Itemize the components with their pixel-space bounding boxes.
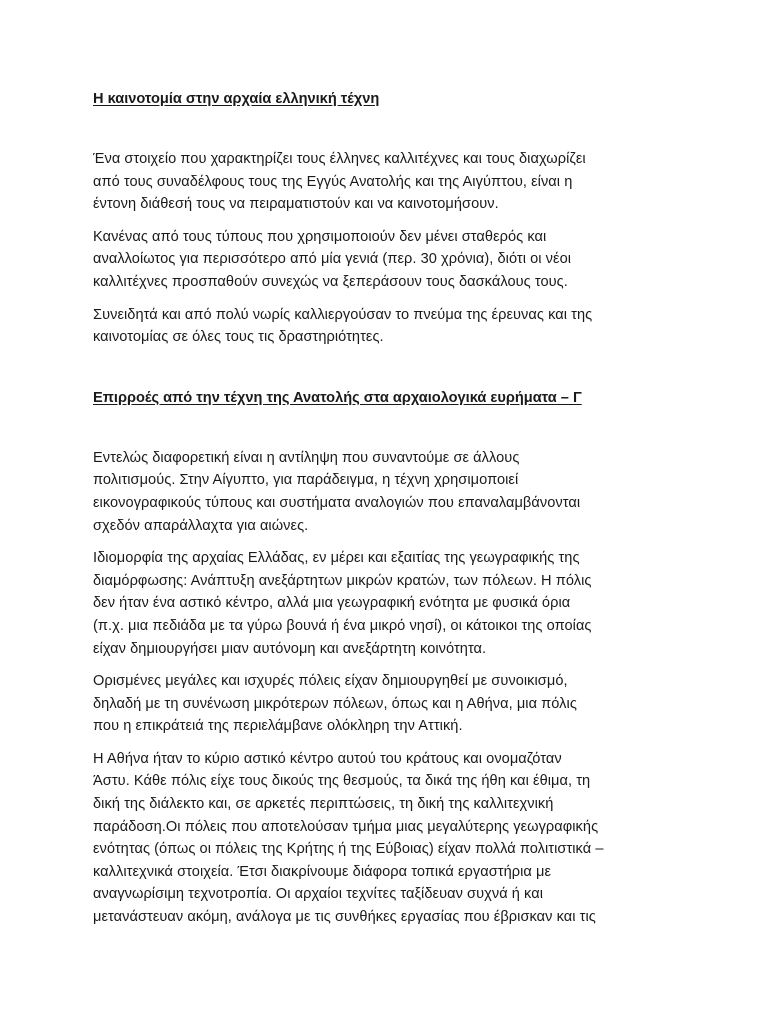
text-line: Ένα στοιχείο που χαρακτηρίζει τους έλληνες καλλιτέχνες και τους διαχωρίζει [93, 151, 586, 167]
document-page [93, 88, 683, 929]
text-line: από τους συναδέλφους τους της Εγγύς Ανατολής και της Αιγύπτου, είναι η [93, 173, 573, 190]
text-line: καινοτομίας σε όλες τους τις δραστηριότητες. [93, 329, 384, 346]
text-line: Συνειδητά και από πολύ νωρίς καλλιεργούσαν το πνεύμα της έρευνας και της [93, 306, 593, 323]
paragraph [93, 304, 683, 349]
text-line: σχεδόν απαράλλαχτα για αιώνες. [93, 517, 309, 534]
section-heading-influences: Επιρροές από την τέχνη της Ανατολής στα αρχαιολογικά ευρήματα – Γ [93, 389, 582, 406]
text-line: εικονογραφικούς τύπους και συστήματα αναλογιών που επαναλαμβάνονται [93, 494, 581, 511]
text-line: παράδοση.Οι πόλεις που αποτελούσαν τμήμα μιας μεγαλύτερης γεωγραφικής [93, 818, 599, 835]
text-line: Εντελώς διαφορετική είναι η αντίληψη που συναντούμε σε άλλους [93, 449, 520, 466]
text-line: είχαν δημιουργήσει μιαν αυτόνομη και ανεξάρτητη κοινότητα. [93, 640, 487, 657]
paragraph [93, 226, 683, 294]
paragraph [93, 447, 683, 537]
text-line: καλλιτέχνες προσπαθούν συνεχώς να ξεπεράσουν τους δασκάλους τους. [93, 273, 568, 290]
text-line: δική της διάλεκτο και, σε αρκετές περιπτώσεις, τη δική της καλλιτεχνική [93, 796, 554, 813]
section-heading-innovation: Η καινοτομία στην αρχαία ελληνική τέχνη [93, 91, 380, 107]
text-line: (π.χ. μια πεδιάδα με τα γύρω βουνά ή ένα μικρό νησί), οι κάτοικοι της οποίας [93, 617, 592, 634]
text-line: πολιτισμούς. Στην Αίγυπτο, για παράδειγμα, η τέχνη χρησιμοποιεί [93, 472, 519, 489]
text-line: αναλλοίωτος για περισσότερο από μία γενιά (περ. 30 χρόνια), διότι οι νέοι [93, 251, 572, 268]
paragraph [93, 748, 683, 929]
paragraph [93, 148, 683, 216]
text-line: έντονη διάθεσή τους να πειραματιστούν και να καινοτομήσουν. [93, 196, 499, 213]
text-line: καλλιτεχνικά στοιχεία. Έτσι διακρίνουμε διάφορα τοπικά εργαστήρια με [93, 863, 552, 880]
text-line: αναγνωρίσιμη τεχνοτροπία. Οι αρχαίοι τεχνίτες ταξίδευαν συχνά ή και [93, 886, 544, 903]
text-line: Η Αθήνα ήταν το κύριο αστικό κέντρο αυτού του κράτους και ονομαζόταν [93, 750, 562, 767]
text-line: που η επικράτειά της περιελάμβανε ολόκληρη την Αττική. [93, 718, 463, 735]
text-line: Άστυ. Κάθε πόλις είχε τους δικούς της θεσμούς, τα δικά της ήθη και έθιμα, τη [93, 773, 591, 790]
text-line: Ιδιομορφία της αρχαίας Ελλάδας, εν μέρει και εξαιτίας της γεωγραφικής της [93, 550, 580, 567]
text-line: δηλαδή με τη συνένωση μικρότερων πόλεων, όπως και η Αθήνα, μια πόλις [93, 695, 577, 712]
text-line: Ορισμένες μεγάλες και ισχυρές πόλεις είχαν δημιουργηθεί με συνοικισμό, [93, 673, 568, 690]
text-line: ενότητας (όπως οι πόλεις της Κρήτης ή της Εύβοιας) είχαν πολλά πολιτιστικά – [93, 841, 604, 858]
text-line: διαμόρφωσης: Ανάπτυξη ανεξάρτητων μικρών κρατών, των πόλεων. Η πόλις [93, 572, 592, 589]
text-line: μετανάστευαν ακόμη, ανάλογα με τις συνθήκες εργασίας που έβρισκαν και τις [93, 909, 596, 926]
text-line: Κανένας από τους τύπους που χρησιμοποιούν δεν μένει σταθερός και [93, 228, 547, 245]
text-line: δεν ήταν ένα αστικό κέντρο, αλλά μια γεωγραφική ενότητα με φυσικά όρια [93, 595, 571, 612]
paragraph [93, 670, 683, 738]
paragraph [93, 547, 683, 660]
